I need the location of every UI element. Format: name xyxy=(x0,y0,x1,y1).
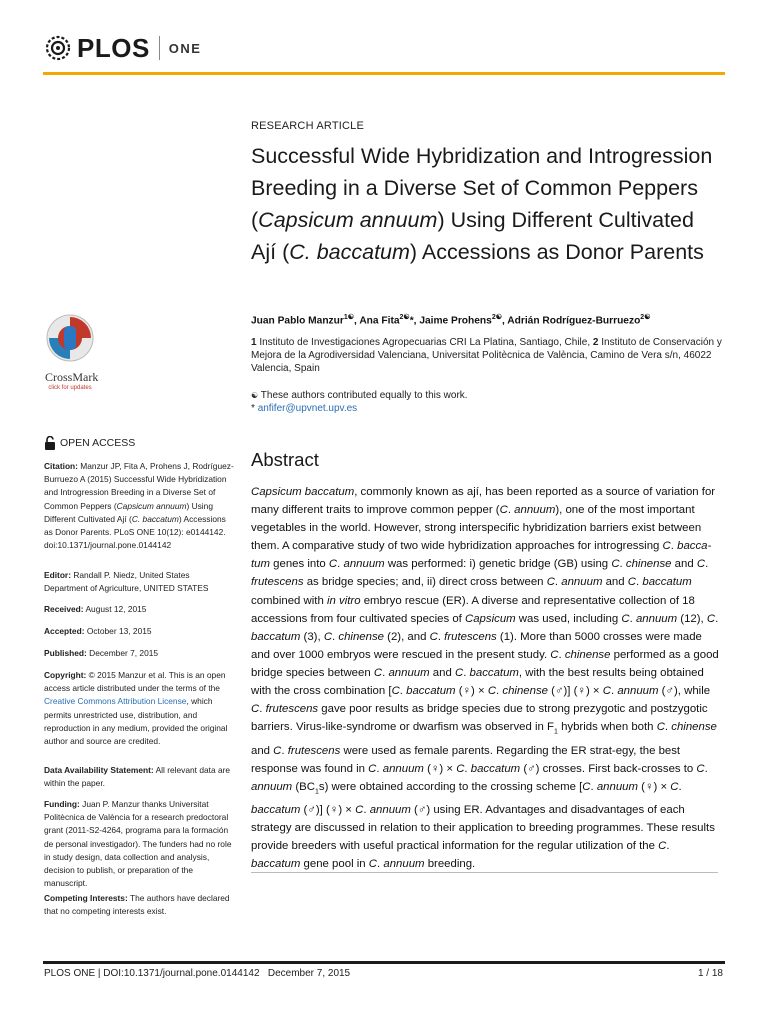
copyright-block xyxy=(44,669,234,748)
citation-italic-2: C. baccatum xyxy=(131,513,179,524)
affiliation-text: Instituto de Conservación y Mejora de la Agrodiversidad Valenciana, Universitat Politècnica de València, Camino de Vera s/n, 46022 Valencia, Spain xyxy=(251,337,722,374)
competing-text: The authors have declared that no competing interests exist. xyxy=(44,893,230,917)
equal-contribution-text: These authors contributed equally to this work. xyxy=(260,390,468,401)
competing-interests-block xyxy=(44,892,234,918)
affiliation-number: 1 xyxy=(251,337,257,348)
author-notes xyxy=(251,389,721,415)
published-text: December 7, 2015 xyxy=(89,648,159,658)
page-number: 1 / 18 xyxy=(697,968,723,979)
abstract-heading: Abstract xyxy=(251,449,319,470)
citation-label: Citation: xyxy=(44,461,78,471)
corresponding-email-link[interactable]: anfifer@upvnet.upv.es xyxy=(257,403,358,414)
editor-label: Editor: xyxy=(44,570,71,580)
email-mark: * xyxy=(251,403,255,414)
title-part-2: ) Using Different Cultivated Ají ( xyxy=(251,208,694,264)
citation-text-3: ) Accessions as Donor Parents. PLoS ONE 10(12): e0144142. doi:10.1371/journal.pone.0144142 xyxy=(44,513,226,551)
author-affiliation-sup: 1☯ xyxy=(343,314,355,321)
title-italic-2: C. baccatum xyxy=(289,240,410,264)
editor-block xyxy=(44,569,234,595)
journal-name: ONE xyxy=(168,40,202,56)
published-block xyxy=(44,647,234,660)
accepted-text: October 13, 2015 xyxy=(86,626,152,636)
funding-block xyxy=(44,798,234,890)
copyright-text: © 2015 Manzur et al. This is an open access article distributed under the terms of the xyxy=(44,670,226,694)
abstract-divider xyxy=(251,872,718,873)
funding-label: Funding: xyxy=(44,799,80,809)
plos-logo[interactable] xyxy=(43,30,201,66)
copyright-label: Copyright: xyxy=(44,670,87,680)
received-block xyxy=(44,603,234,616)
accepted-block xyxy=(44,625,234,638)
data-availability-text: All relevant data are within the paper. xyxy=(44,765,231,789)
author-name: Jaime Prohens xyxy=(419,315,492,327)
author-affiliation-sup: 2☯ xyxy=(640,314,651,321)
funding-text: Juan P. Manzur thanks Universitat Politècnica de València for a research predoctoral grant (2011-S2-4264, programa para la formación de personal investigador). The funders had no role in study design, data collection and analysis, decision to publish, or preparation of the manuscript. xyxy=(44,799,232,889)
open-access-text: OPEN ACCESS xyxy=(60,437,136,449)
article-title xyxy=(251,140,721,268)
crossmark-title: CrossMark xyxy=(45,370,99,384)
received-label: Received: xyxy=(44,604,84,614)
title-part-3: ) Accessions as Donor Parents xyxy=(409,240,704,264)
footer-citation: PLOS ONE | DOI:10.1371/journal.pone.0144142 December 7, 2015 xyxy=(44,968,351,979)
abstract-body: Capsicum baccatum, commonly known as ají, has been reported as a source of variation for many different traits to improve common pepper (C. annuum), one of the most important vegetables in the world. However, strong interspecific hybridization barriers exist between them. A comparative study of two wide hybridization approaches for introgressing C. bacca-tum genes into C. annuum was performed: i) genetic bridge (GB) using C. chinense and C. frutescens as bridge species; and, ii) direct cross between C. annuum and C. baccatum combined with in vitro embryo rescue (ER). A diverse and representative collection of 18 accessions from four cultivated species of Capsicum was used, including C. annuum (12), C. baccatum (3), C. chinense (2), and C. frutescens (1). More than 5000 crosses were made and over 1000 embryos were rescued in the present study. C. chinense performed as a good bridge species between C. annuum and C. baccatum, with the best results being obtained with the cross combination [C. baccatum (♀) × C. chinense (♂)] (♀) × C. annuum (♂), while C. frutescens gave poor results as bridge species due to strong prezygotic and postzygotic barriers. Virus-like-syndrome or dwarfism was observed in $F_1$ hybrids when both C. chinense and C. frutescens were used as female parents. Regarding the ER strat-egy, the best response was found in C. annuum (♀) × C. baccatum (♂) crosses. First back-crosses to C. annuum $(BC_1s)$ were obtained according to the crossing scheme [C. annuum (♀) × C. baccatum (♂)] (♀) × C. annuum (♂) using ER. Advantages and disadvantages of each strategy are discussed in relation to their application to breeding programmes. These results provide breeders with useful practical information for the regular utilization of the C. baccatum gene pool in C. annuum breeding. xyxy=(251,486,719,871)
plos-logo-icon xyxy=(43,33,73,63)
header-rule xyxy=(43,72,725,75)
affiliations xyxy=(251,336,726,375)
citation-text-2: ) Using Different Cultivated Ají ( xyxy=(44,500,213,524)
license-link[interactable]: Creative Commons Attribution License xyxy=(44,696,187,707)
citation-block xyxy=(44,460,234,552)
crossmark-icon xyxy=(45,313,95,363)
title-italic-1: Capsicum annuum xyxy=(258,208,438,232)
affiliation-number: 2 xyxy=(592,337,599,348)
affiliation-text: Instituto de Investigaciones Agropecuarias CRI La Platina, Santiago, Chile, xyxy=(259,337,591,348)
author-name: Adrián Rodríguez-Burruezo xyxy=(507,315,641,327)
author-list: Juan Pablo Manzur$^{1☯}$, Ana Fita$^{2☯}$*, Jaime Prohens$^{2☯}$, Adrián Rodríguez-Burruezo$^{2☯}$ xyxy=(251,314,651,327)
data-availability-block xyxy=(44,764,234,790)
citation-italic: Capsicum annuum xyxy=(116,500,187,511)
footer-rule xyxy=(43,961,725,964)
crossmark-subtitle: click for updates xyxy=(48,385,92,391)
data-availability-label: Data Availability Statement: xyxy=(44,765,154,775)
author-name: Juan Pablo Manzur xyxy=(251,315,344,327)
citation-text: Manzur JP, Fita A, Prohens J, Rodríguez-Burruezo A (2015) Successful Wide Hybridization and Introgression Breeding in a Diverse Set of Common Peppers ( xyxy=(44,461,234,511)
open-lock-icon xyxy=(44,436,56,450)
received-text: August 12, 2015 xyxy=(85,604,147,614)
author-name: Ana Fita xyxy=(359,315,400,327)
logo-separator xyxy=(159,36,160,60)
open-access-label xyxy=(44,436,135,450)
equal-contribution-mark: ☯ xyxy=(251,391,259,400)
accepted-label: Accepted: xyxy=(44,626,85,636)
copyright-text-2: , which permits unrestricted use, distribution, and reproduction in any medium, provided the original author and source are credited. xyxy=(44,696,228,747)
published-label: Published: xyxy=(44,648,87,658)
author-affiliation-sup: 2☯ xyxy=(491,314,502,321)
article-type: RESEARCH ARTICLE xyxy=(251,120,365,132)
competing-label: Competing Interests: xyxy=(44,893,128,903)
corresponding-mark: * xyxy=(409,315,414,327)
plos-logo-text: PLOS xyxy=(77,32,150,63)
author-affiliation-sup: 2☯ xyxy=(399,314,410,321)
title-part-1: Successful Wide Hybridization and Introgression Breeding in a Diverse Set of Common Peppers ( xyxy=(251,144,713,232)
crossmark-badge[interactable] xyxy=(45,313,99,391)
editor-text: Randall P. Niedz, United States Department of Agriculture, UNITED STATES xyxy=(44,570,209,594)
